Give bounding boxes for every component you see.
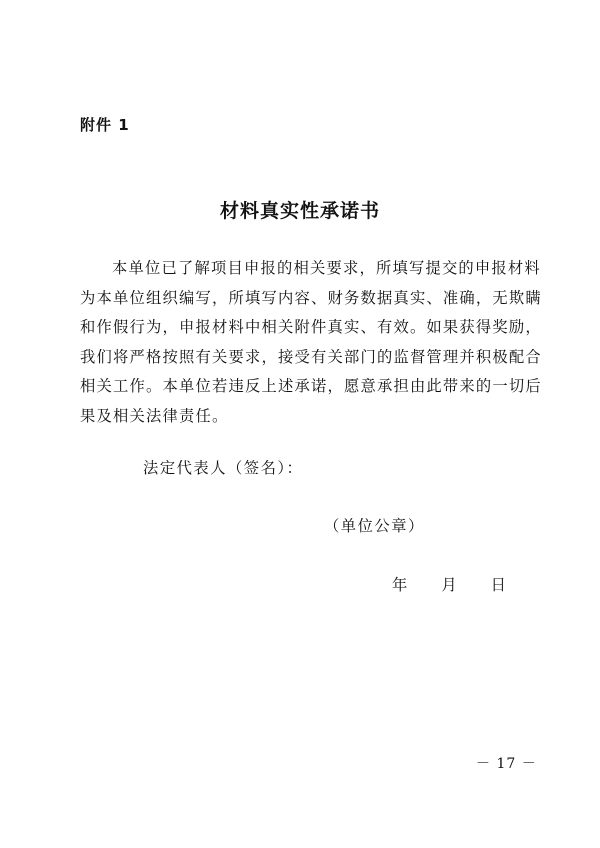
paragraph-line: 果及相关法律责任。 — [80, 406, 229, 425]
attachment-label: 附件 1 — [80, 116, 130, 134]
legal-representative-signature-label: 法定代表人（签名）： — [143, 459, 304, 477]
document-title: 材料真实性承诺书 — [219, 200, 380, 222]
paragraph-line: 和作假行为，申报材料中相关附件真实、有效。如果获得奖励， — [80, 318, 542, 337]
company-seal-label: （单位公章） — [324, 517, 425, 535]
date-line — [392, 573, 506, 595]
page-number: － 17 － — [476, 756, 537, 772]
date-year-label: 年 — [392, 576, 408, 594]
paragraph-line: 我们将严格按照有关要求，接受有关部门的监督管理并积极配合 — [80, 347, 542, 366]
date-day-label: 日 — [490, 576, 506, 594]
date-month-label: 月 — [441, 576, 457, 594]
paragraph-line: 相关工作。本单位若违反上述承诺，愿意承担由此带来的一切后 — [80, 377, 542, 396]
commitment-paragraph — [80, 254, 540, 432]
paragraph-line: 本单位已了解项目申报的相关要求，所填写提交的申报材料 — [112, 259, 541, 277]
paragraph-line: 为本单位组织编写，所填写内容、财务数据真实、准确，无欺瞒 — [80, 288, 542, 307]
